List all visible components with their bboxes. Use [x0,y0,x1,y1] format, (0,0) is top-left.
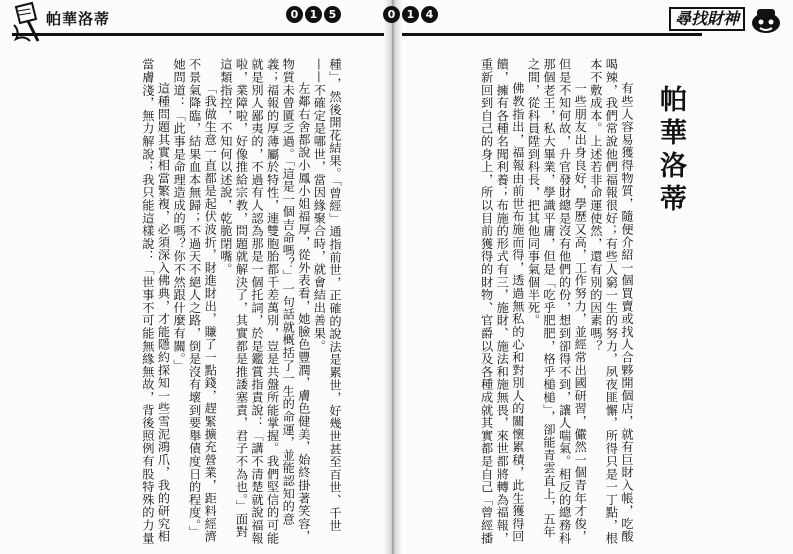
header-rule [402,33,702,36]
left-page-body [20,58,342,548]
page-number-digit: 1 [305,6,322,23]
body-paragraph: 一些朋友出身良好，學歷又高，工作努力，並經常出國研習，儼然一個青年才俊，但是不知何故，升官發財總是沒有他們的份，想到卻得不到，讓人喘氣。相反的總務科那個老王，私大畢業，學識平庸，但是「吃乎肥肥，格乎槌槌」，卻能青雲直上，五年之間，從科員陞到科長，把其他同事氣個半死。 [526,58,588,545]
header-rule [12,33,384,36]
brand-name: 尋找財神 [669,7,745,31]
pen-writing-logo-icon [10,1,42,45]
running-title: 帕華洛蒂 [46,10,111,28]
page-number-digit: 0 [286,6,303,23]
page-number-digit: 5 [324,6,341,23]
left-page [0,0,394,554]
brand-mark [669,3,783,35]
right-page-body [416,58,634,548]
page-number-digit: 4 [421,6,438,23]
body-paragraph: 有些人容易獲得物質，隨便介紹一個買賣或找人合夥開個店，就有巨財入帳，吃酸喝辣，我們常說他們福報很好；有些人窮一生的努力，夙夜匪懈，所得只是一丁點，根本不敷成本。上述若非命運使然，還有別的因素嗎？ [588,58,634,545]
page-number [286,6,341,23]
body-paragraph: 「我做生意一直都是起伏波折，財進財出，賺了一點錢，趕緊擴充營業，距料經濟不景氣降臨，結果血本無歸；不過天不絕人之路，倒是沒有壞到要舉債度日的程度。」她問道：「此事是命理造成的嗎？你不然跟什麼有關。」 [172,58,218,544]
right-page [387,0,793,554]
body-paragraph: 佛教指出，福報由前世布施而得，透過無私的心和對別人的關懷累積，此生獲得回饋，擁有各種名聞利養；布施的形式有三，施財、施法和施無畏，來世都將轉為福報，重新回到自己的身上，所以目前獲得的財物、官爵以及各種成就其實都是自己「曾經播 [479,58,525,545]
body-paragraph: 左鄰右舍都說小鳳小姐福厚，從外表看，她臉色豐潤，膚色健美，始終掛著笑容，物質未曾匱乏過。「這是一個吉命嗎？」一句話就概括了一生的命運，並能認知的意義；福報的厚薄屬於特性，連雙胞胎都千差萬別，豈是共盤所能掌握。我們堅信的可能就是別人鄙夷的，不過有人認為那是一個托詞，於是鑑賞指責說：「講不清楚就說福報啦，業障啦，好像推給宗教，問題就解決了，其實都是推諉塞責，君子不為也。」面對這類指控，不知何以述說，乾脆閉嘴。 [218,58,311,545]
chapter-title: 帕華洛蒂 [655,85,686,217]
page-number [383,6,438,23]
body-paragraph: 這種問題其實相當繁複，必須深入佛典，才能隱約探知一些雪泥鴻爪，我的研究相當膚淺，無力解說；我只能這樣說：「世事不可能無緣無故，背後照例有股特殊的力量 [140,58,171,545]
page-number-digit: 0 [383,6,400,23]
treasure-pot-icon [749,3,783,35]
body-paragraph: 種」，然後開花結果。「曾經」通指前世，正確的說法是累世，好幾世甚至百世、千世——不確定是哪世，當因緣聚合時，就會結出善果。 [312,58,342,533]
page-number-digit: 1 [402,6,419,23]
